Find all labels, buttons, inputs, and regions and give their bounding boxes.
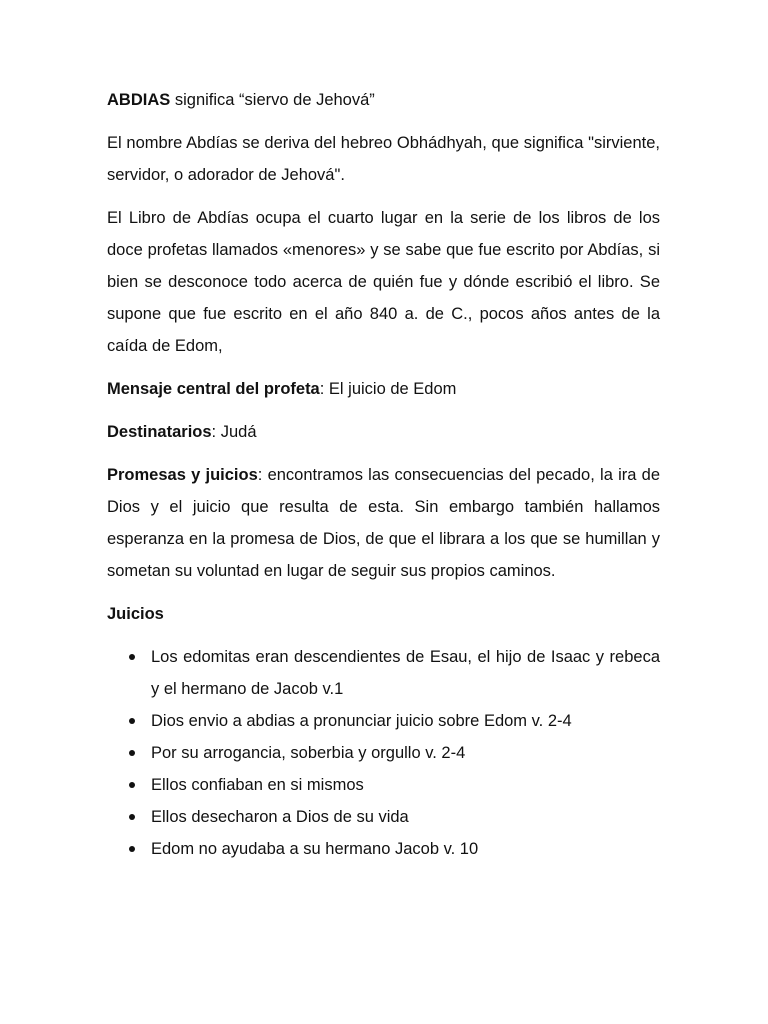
list-item-text: Por su arrogancia, soberbia y orgullo v. 2-4 (151, 744, 466, 762)
promises-label: Promesas y juicios (107, 466, 258, 484)
central-message-label: Mensaje central del profeta (107, 380, 320, 398)
judgments-heading-text: Juicios (107, 605, 164, 623)
bullet-icon (129, 654, 135, 660)
bullet-icon (129, 718, 135, 724)
name-origin-paragraph: El nombre Abdías se deriva del hebreo Obhádhyah, que significa "sirviente, servidor, o adorador de Jehová". (107, 134, 660, 184)
intro-text: significa “siervo de Jehová” (170, 91, 375, 109)
list-item-text: Dios envio a abdias a pronunciar juicio sobre Edom v. 2-4 (151, 712, 572, 730)
list-item (107, 833, 660, 865)
promises-text: : encontramos las consecuencias del pecado, la ira de Dios y el juicio que resulta de esta. Sin embargo también hallamos esperanza en la promesa de Dios, de que el librara a los que se humillan y sometan su voluntad en lugar de seguir sus propios caminos. (107, 466, 660, 580)
book-info-paragraph: El Libro de Abdías ocupa el cuarto lugar en la serie de los libros de los doce profetas llamados «menores» y se sabe que fue escrito por Abdías, si bien se desconoce todo acerca de quién fue y dónde escribió el libro. Se supone que fue escrito en el año 840 a. de C., pocos años antes de la caída de Edom, (107, 209, 660, 355)
list-item-text: Los edomitas eran descendientes de Esau, el hijo de Isaac y rebeca y el hermano de Jacob v.1 (151, 648, 660, 698)
judgments-heading (107, 598, 660, 630)
list-item-text: Ellos desecharon a Dios de su vida (151, 808, 409, 826)
bullet-icon (129, 750, 135, 756)
bullet-icon (129, 814, 135, 820)
list-item (107, 737, 660, 769)
recipients-label: Destinatarios (107, 423, 212, 441)
recipients-text: : Judá (211, 423, 257, 441)
list-item (107, 705, 660, 737)
list-item (107, 769, 660, 801)
intro-term: ABDIAS (107, 91, 171, 109)
judgments-list (107, 641, 660, 865)
list-item (107, 641, 660, 705)
intro-line (107, 84, 660, 116)
recipients-line (107, 416, 660, 448)
central-message-text: : El juicio de Edom (319, 380, 457, 398)
promises-paragraph (107, 459, 660, 587)
document-page (107, 84, 660, 865)
list-item (107, 801, 660, 833)
central-message-line (107, 373, 660, 405)
bullet-icon (129, 782, 135, 788)
bullet-icon (129, 846, 135, 852)
list-item-text: Ellos confiaban en si mismos (151, 776, 364, 794)
list-item-text: Edom no ayudaba a su hermano Jacob v. 10 (151, 840, 479, 858)
